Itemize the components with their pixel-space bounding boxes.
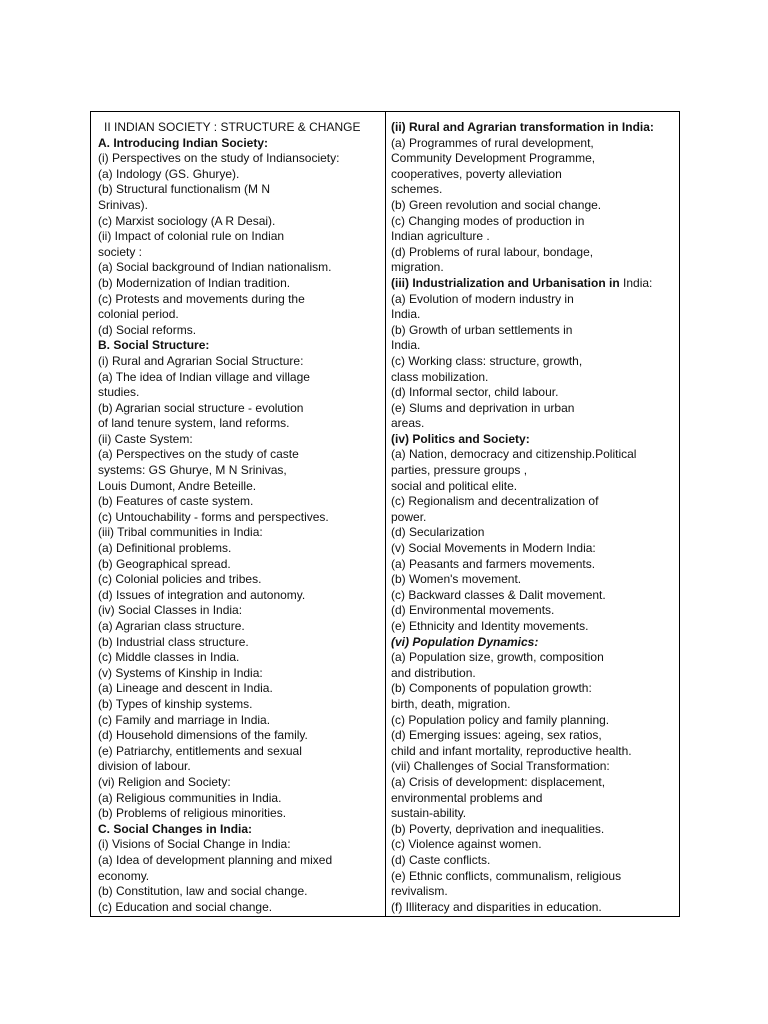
heading-c: C. Social Changes in India: — [98, 821, 253, 836]
syllabus-line: (a) Definitional problems. — [98, 541, 232, 556]
syllabus-line: (c) Protests and movements during the — [98, 291, 305, 306]
syllabus-line: India. — [391, 338, 421, 353]
syllabus-line: (c) Regionalism and decentralization of — [391, 494, 599, 509]
syllabus-line: of land tenure system, land reforms. — [98, 416, 290, 431]
syllabus-line: (e) Ethnicity and Identity movements. — [391, 619, 589, 633]
syllabus-line: (ii) Impact of colonial rule on Indian — [98, 229, 285, 244]
syllabus-line: (b) Geographical spread. — [98, 556, 231, 571]
syllabus-line: (a) Programmes of rural development, — [391, 135, 594, 150]
syllabus-line: schemes. — [391, 182, 443, 197]
syllabus-line: migration. — [391, 260, 444, 275]
heading-rural-transformation: (ii) Rural and Agrarian transformation in India: — [391, 120, 654, 134]
syllabus-line: parties, pressure groups , — [391, 463, 528, 478]
syllabus-line: (b) Growth of urban settlements in — [391, 322, 573, 337]
syllabus-line: (b) Green revolution and social change. — [391, 197, 602, 212]
syllabus-line: studies. — [98, 385, 140, 400]
syllabus-line: (iv) Social Classes in India: — [98, 603, 243, 618]
syllabus-line: social and political elite. — [391, 478, 518, 493]
syllabus-line: Community Development Programme, — [391, 151, 596, 166]
syllabus-table — [90, 111, 680, 917]
syllabus-line: areas. — [391, 416, 425, 431]
syllabus-line: India. — [391, 307, 421, 322]
syllabus-line: (c) Marxist sociology (A R Desai). — [98, 213, 276, 228]
syllabus-line: (a) Crisis of development: displacement, — [391, 774, 606, 789]
syllabus-line: division of labour. — [98, 759, 191, 774]
heading-a: A. Introducing Indian Society: — [98, 135, 269, 150]
syllabus-line: (f) Illiteracy and disparities in education. — [391, 899, 602, 914]
syllabus-line: (a) The idea of Indian village and village — [98, 369, 310, 384]
syllabus-line: (e) Ethnic conflicts, communalism, religious — [391, 868, 622, 883]
syllabus-line: (v) Social Movements in Modern India: — [391, 541, 596, 556]
syllabus-line: (d) Problems of rural labour, bondage, — [391, 244, 594, 259]
syllabus-line: (b) Features of caste system. — [98, 494, 254, 509]
syllabus-line: power. — [391, 509, 427, 524]
syllabus-line: (b) Components of population growth: — [391, 681, 592, 696]
syllabus-line: (e) Slums and deprivation in urban — [391, 400, 575, 415]
syllabus-line: (c) Colonial policies and tribes. — [98, 572, 262, 587]
syllabus-line: (d) Social reforms. — [98, 322, 197, 337]
syllabus-line: (c) Working class: structure, growth, — [391, 353, 583, 368]
syllabus-line: (a) Social background of Indian nationalism. — [98, 260, 332, 275]
syllabus-line: (b) Poverty, deprivation and inequalities. — [391, 821, 605, 836]
syllabus-line: Louis Dumont, Andre Beteille. — [98, 478, 257, 493]
syllabus-line: (a) Peasants and farmers movements. — [391, 556, 596, 571]
heading-b: B. Social Structure: — [98, 338, 210, 353]
syllabus-line: (iii) Tribal communities in India: — [98, 525, 263, 540]
syllabus-line: (b) Structural functionalism (M N — [98, 182, 271, 197]
syllabus-line: class mobilization. — [391, 369, 489, 384]
right-column — [386, 112, 679, 916]
syllabus-line: birth, death, migration. — [391, 696, 511, 711]
syllabus-line: revivalism. — [391, 884, 448, 899]
syllabus-line: (a) Evolution of modern industry in — [391, 291, 574, 306]
syllabus-line: (vii) Challenges of Social Transformation: — [391, 759, 610, 774]
syllabus-line: (d) Caste conflicts. — [391, 852, 491, 867]
syllabus-line: (ii) Caste System: — [98, 431, 193, 446]
syllabus-line: (b) Modernization of Indian tradition. — [98, 275, 291, 290]
syllabus-line: environmental problems and — [391, 790, 543, 805]
syllabus-line: society : — [98, 244, 143, 259]
syllabus-line: (c) Violence against women. — [391, 837, 542, 852]
syllabus-line: (b) Problems of religious minorities. — [98, 806, 287, 821]
heading-industrialization-tail: India: — [623, 275, 653, 290]
syllabus-line: (a) Religious communities in India. — [98, 790, 282, 805]
syllabus-line: and distribution. — [391, 665, 476, 680]
syllabus-line: (d) Secularization — [391, 525, 485, 540]
syllabus-line: (a) Idea of development planning and mixed — [98, 852, 333, 867]
syllabus-line: (i) Visions of Social Change in India: — [98, 837, 291, 852]
heading-politics-society: (iv) Politics and Society: — [391, 431, 530, 446]
syllabus-line: (b) Women's movement. — [391, 572, 522, 587]
syllabus-line: (d) Informal sector, child labour. — [391, 385, 559, 400]
syllabus-line: colonial period. — [98, 307, 179, 322]
syllabus-line: (e) Patriarchy, entitlements and sexual — [98, 743, 302, 758]
heading-industrialization-bold: (iii) Industrialization and Urbanisation in — [391, 275, 620, 290]
syllabus-line: (d) Household dimensions of the family. — [98, 728, 308, 743]
syllabus-line: (a) Nation, democracy and citizenship.Political — [391, 447, 637, 462]
syllabus-line: (c) Population policy and family planning. — [391, 712, 610, 727]
heading-population-dynamics: (vi) Population Dynamics: — [391, 634, 539, 649]
syllabus-line: (v) Systems of Kinship in India: — [98, 665, 263, 680]
syllabus-line: (a) Agrarian class structure. — [98, 619, 245, 633]
syllabus-line: (i) Rural and Agrarian Social Structure: — [98, 353, 304, 368]
syllabus-line: (b) Types of kinship systems. — [98, 696, 253, 711]
syllabus-line: (c) Untouchability - forms and perspectives. — [98, 509, 329, 524]
syllabus-line: Srinivas). — [98, 197, 149, 212]
syllabus-line: (c) Education and social change. — [98, 899, 273, 914]
syllabus-line: (a) Perspectives on the study of caste — [98, 447, 299, 462]
syllabus-line: (c) Backward classes & Dalit movement. — [391, 587, 606, 602]
syllabus-line: (c) Middle classes in India. — [98, 650, 240, 665]
syllabus-line: (a) Population size, growth, composition — [391, 650, 604, 665]
syllabus-line: cooperatives, poverty alleviation — [391, 166, 562, 181]
syllabus-line: (i) Perspectives on the study of Indiansociety: — [98, 151, 340, 166]
left-column — [91, 112, 386, 916]
syllabus-line: child and infant mortality, reproductive health. — [391, 743, 632, 758]
syllabus-line: (b) Constitution, law and social change. — [98, 884, 308, 899]
syllabus-line: (d) Emerging issues: ageing, sex ratios, — [391, 728, 602, 743]
syllabus-line: (a) Lineage and descent in India. — [98, 681, 273, 696]
syllabus-line: (a) Indology (GS. Ghurye). — [98, 166, 240, 181]
syllabus-line: systems: GS Ghurye, M N Srinivas, — [98, 463, 287, 478]
syllabus-line: (c) Family and marriage in India. — [98, 712, 271, 727]
syllabus-line: economy. — [98, 868, 150, 883]
syllabus-line: (c) Changing modes of production in — [391, 213, 585, 228]
syllabus-line: (d) Environmental movements. — [391, 603, 555, 618]
section-title: II INDIAN SOCIETY : STRUCTURE & CHANGE — [104, 120, 361, 134]
syllabus-line: (b) Agrarian social structure - evolution — [98, 400, 304, 415]
syllabus-line: Indian agriculture . — [391, 229, 490, 244]
syllabus-line: (d) Issues of integration and autonomy. — [98, 587, 306, 602]
syllabus-line: (vi) Religion and Society: — [98, 774, 231, 789]
syllabus-line: (b) Industrial class structure. — [98, 634, 249, 649]
syllabus-line: sustain-ability. — [391, 806, 467, 821]
heading-industrialization — [391, 276, 679, 292]
